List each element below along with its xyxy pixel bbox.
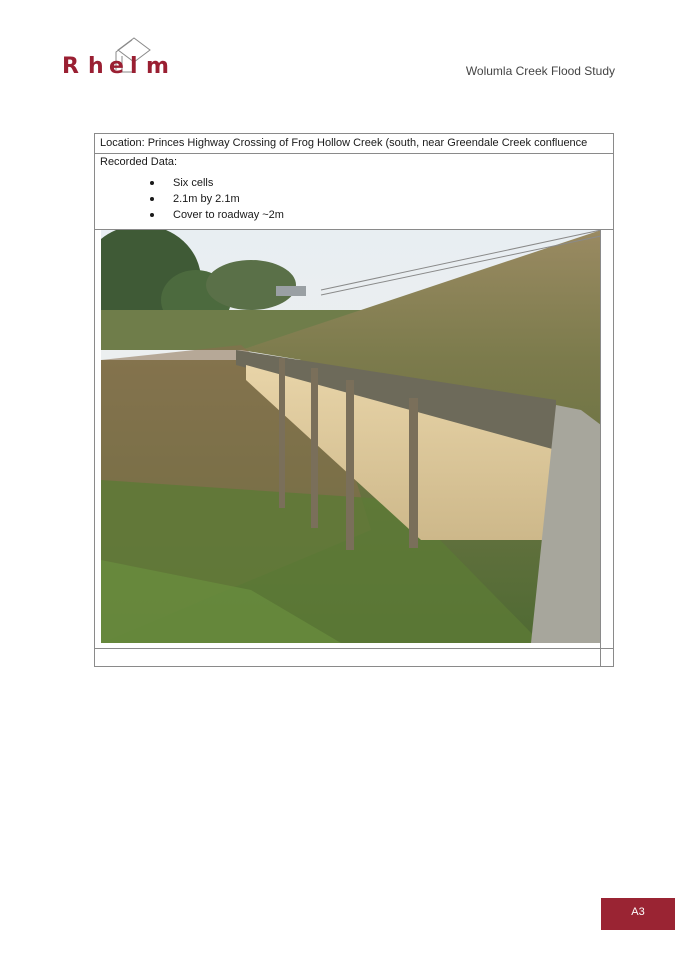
empty-row <box>95 648 613 666</box>
culvert-photo <box>101 230 601 643</box>
photo-cell-divider <box>600 229 601 648</box>
culvert-record-table <box>94 133 614 667</box>
list-item: Six cells <box>145 175 284 191</box>
logo-letter-r: R <box>62 54 79 79</box>
recorded-data-list <box>145 175 284 223</box>
document-title: Wolumla Creek Flood Study <box>465 64 615 78</box>
logo-letter-h: h <box>88 54 104 79</box>
empty-cell-divider <box>600 648 601 666</box>
recorded-data-row <box>95 153 613 230</box>
logo-letter-l: l <box>130 54 138 79</box>
location-row: Location: Princes Highway Crossing of Frog Hollow Creek (south, near Greendale Creek confluence <box>95 134 613 154</box>
rhelm-logo <box>60 36 180 82</box>
list-item: Cover to roadway ~2m <box>145 207 284 223</box>
page-number-badge: A3 <box>601 898 675 930</box>
photo-row <box>95 229 613 649</box>
logo-letter-m: m <box>146 54 169 79</box>
recorded-data-heading: Recorded Data: <box>100 156 178 168</box>
list-item: 2.1m by 2.1m <box>145 191 284 207</box>
logo-letter-e: e <box>109 54 124 79</box>
